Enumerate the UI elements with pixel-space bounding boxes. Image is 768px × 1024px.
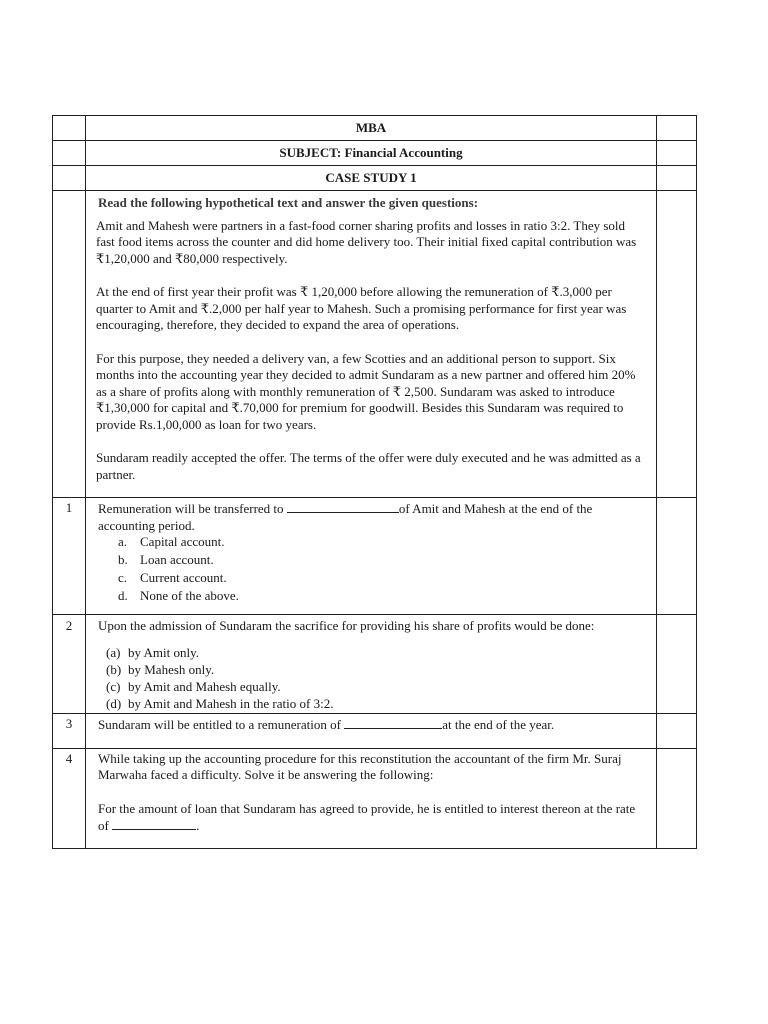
empty-cell: [53, 166, 86, 191]
intro-paragraph: Sundaram readily accepted the offer. The terms of the offer were duly executed and he was admitted as a partner.: [96, 450, 641, 482]
option-item: [106, 645, 644, 662]
option-marker: (c): [106, 678, 121, 694]
header-row-program: [53, 116, 697, 141]
empty-cell: [657, 748, 697, 848]
question-text-before: For the amount of loan that Sundaram has agreed to provide, he is entitled to interest thereon at the rate of: [98, 800, 636, 833]
question-cell: [86, 615, 657, 714]
option-item: [106, 662, 644, 679]
empty-cell: [657, 141, 697, 166]
option-text: Capital account.: [140, 534, 225, 549]
intro-cell: [86, 191, 657, 498]
intro-instruction: Read the following hypothetical text and answer the given questions:: [98, 195, 479, 210]
option-text: by Amit and Mahesh equally.: [128, 678, 281, 694]
question-row-3: [53, 713, 697, 748]
empty-cell: [657, 498, 697, 615]
option-marker: (d): [106, 695, 122, 711]
intro-paragraph: For this purpose, they needed a delivery van, a few Scotties and an additional person to support. Six months into the accounting year they decided to admit Sundaram as a new partner and offered him 20% as a share of profits along with monthly remuneration of ₹ 2,500. Sundaram was asked to introduce ₹1,30,000 for capital and ₹.70,000 for premium for goodwill. Besides this Sundaram was required to provide Rs.1,00,000 as loan for two years.: [96, 350, 636, 432]
option-marker: (b): [106, 661, 122, 677]
subject-title: SUBJECT: Financial Accounting: [86, 141, 657, 166]
intro-row: [53, 191, 697, 498]
question-cell: [86, 748, 657, 848]
option-item: [118, 534, 644, 551]
option-text: by Amit and Mahesh in the ratio of 3:2.: [128, 695, 334, 711]
question-row-2: [53, 615, 697, 714]
option-marker: a.: [118, 534, 128, 549]
option-text: None of the above.: [140, 588, 239, 603]
question-number: 1: [53, 498, 86, 615]
question-row-4: [53, 748, 697, 848]
option-item: [118, 588, 644, 605]
question-text: Upon the admission of Sundaram the sacrifice for providing his share of profits would be done:: [98, 618, 595, 633]
answer-blank: [287, 500, 399, 513]
intro-paragraph: At the end of first year their profit was ₹ 1,20,000 before allowing the remuneration of ₹.3,000 per quarter to Amit and ₹.2,000 per half year to Mahesh. Such a promising performance for first year was encouraging, therefore, they decided to expand the area of operations.: [96, 284, 627, 332]
case-study-table: [52, 115, 697, 849]
question-text-before: Sundaram will be entitled to a remuneration of: [98, 716, 345, 732]
header-row-subject: [53, 141, 697, 166]
question-text-before: Remuneration will be transferred to: [98, 501, 287, 516]
empty-cell: [53, 191, 86, 498]
options-list: [118, 534, 644, 605]
question-text-after: .: [196, 818, 200, 833]
option-item: [118, 570, 644, 587]
question-cell: [86, 713, 657, 748]
question-text-after: of Amit and Mahesh at the end of the accounting period.: [98, 501, 593, 533]
question-cell: [86, 498, 657, 615]
answer-blank: [112, 817, 196, 830]
empty-cell: [657, 615, 697, 714]
question-text: [98, 716, 644, 734]
option-marker: d.: [118, 588, 128, 603]
option-text: Loan account.: [140, 552, 214, 567]
case-study-title: CASE STUDY 1: [86, 166, 657, 191]
option-item: [118, 552, 644, 569]
question-text: [98, 500, 644, 534]
empty-cell: [657, 166, 697, 191]
option-item: [106, 696, 644, 713]
option-text: Current account.: [140, 570, 227, 585]
intro-paragraph: Amit and Mahesh were partners in a fast-food corner sharing profits and losses in ratio 3:2. They sold fast food items across the counter and did home delivery too. Their initial fixed capital contribution was ₹1,20,000 and ₹80,000 respectively.: [96, 217, 637, 266]
empty-cell: [657, 191, 697, 498]
empty-cell: [657, 713, 697, 748]
question-row-1: [53, 498, 697, 615]
header-row-case-study: [53, 166, 697, 191]
answer-blank: [344, 716, 442, 729]
question-subtext: [98, 801, 644, 835]
option-text: by Mahesh only.: [128, 661, 215, 677]
option-item: [106, 679, 644, 696]
empty-cell: [53, 116, 86, 141]
question-text-after: at the end of the year.: [442, 716, 555, 732]
option-text: by Amit only.: [128, 644, 200, 660]
empty-cell: [657, 116, 697, 141]
question-number: 3: [53, 713, 86, 748]
option-marker: (a): [106, 644, 121, 660]
question-number: 4: [53, 748, 86, 848]
program-title: MBA: [86, 116, 657, 141]
question-number: 2: [53, 615, 86, 714]
option-marker: b.: [118, 552, 128, 567]
question-text: While taking up the accounting procedure for this reconstitution the accountant of the firm Mr. Suraj Marwaha faced a difficulty. Solve it be answering the following:: [98, 750, 622, 782]
option-marker: c.: [118, 570, 128, 585]
options-list: [106, 645, 644, 713]
empty-cell: [53, 141, 86, 166]
